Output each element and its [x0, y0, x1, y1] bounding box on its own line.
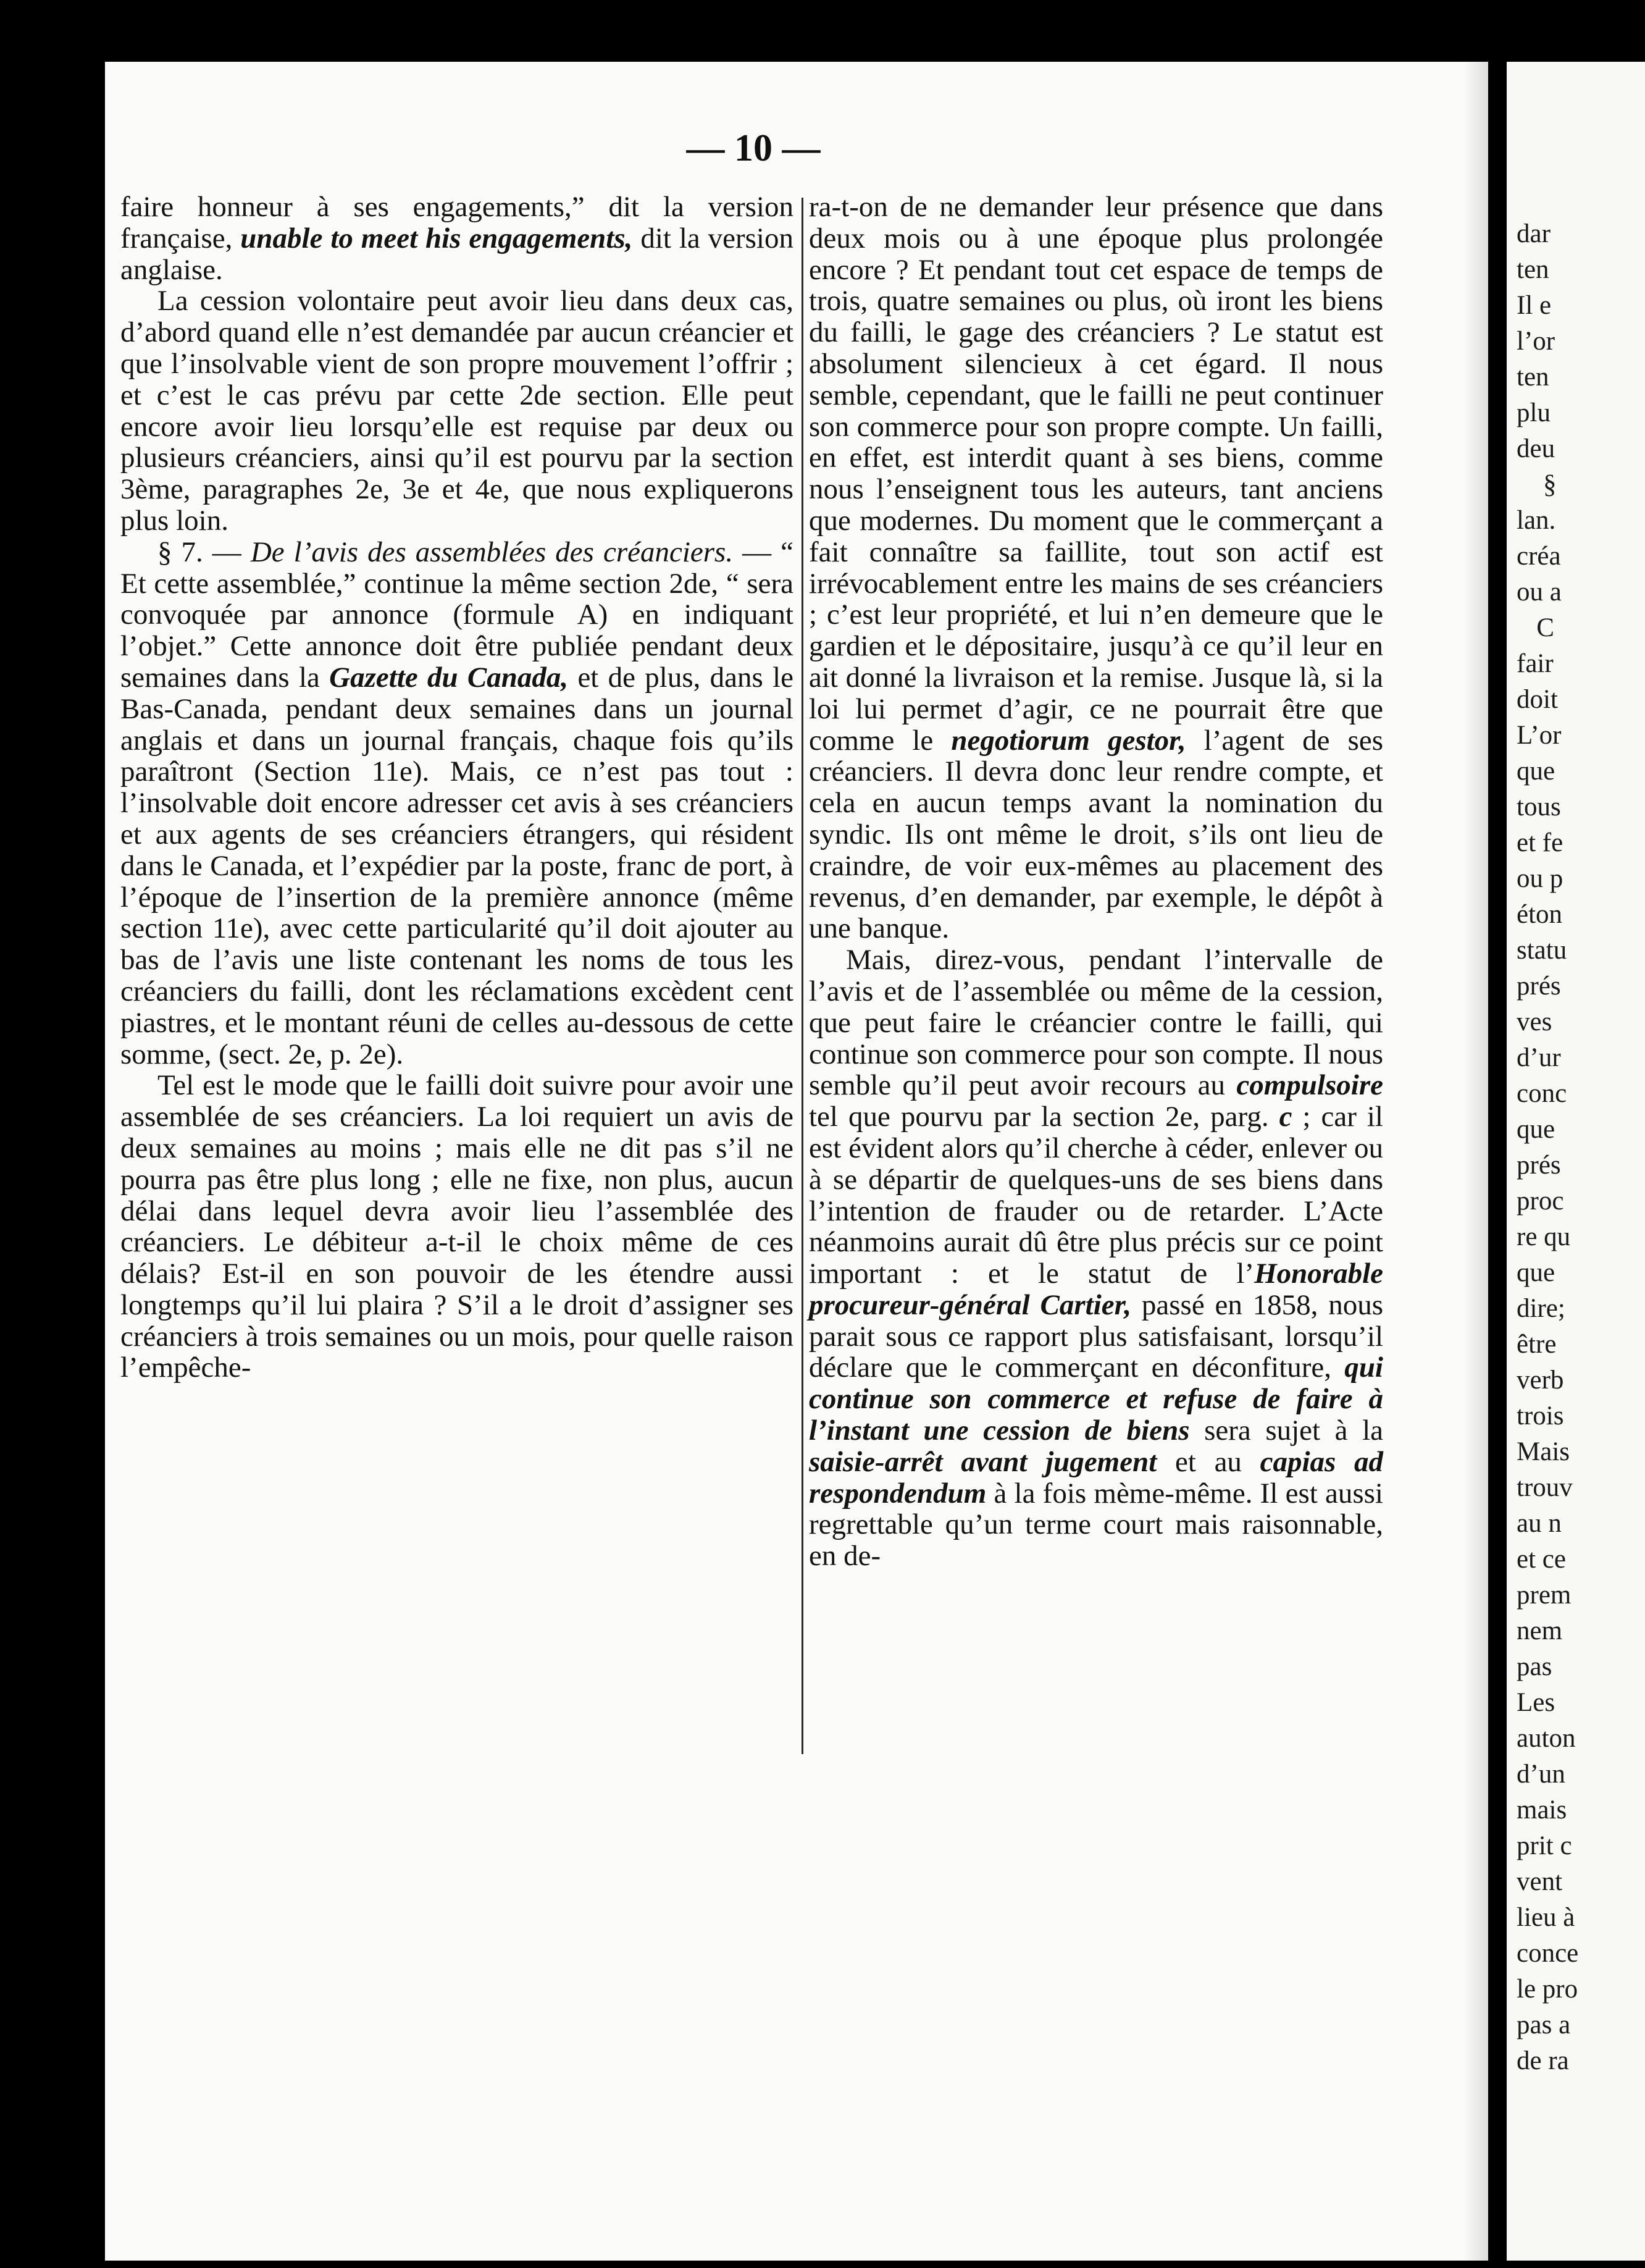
paragraph-c-ref: c [1279, 1101, 1292, 1133]
right-paragraph-2-text-e: sera sujet à la [1189, 1414, 1383, 1447]
right-paragraph-1 [809, 191, 1383, 944]
paragraph-1 [120, 191, 793, 285]
section-number: § 7. — [157, 536, 251, 568]
right-paragraph-2-text-b: tel que pourvu par la section 2e, parg. [809, 1101, 1279, 1133]
gazette-title: Gazette du Canada, [329, 661, 569, 694]
column-divider [802, 198, 803, 1754]
page-number: — 10 — [686, 127, 821, 169]
paragraph-1-text: faire honneur à ses engagements,” dit la version française, [120, 191, 793, 254]
right-paragraph-2-text-g: à la fois mème-même. Il est aussi regrettable qu’un terme court mais raisonnable, en de- [809, 1477, 1383, 1573]
page-fold-shadow [1463, 62, 1488, 2261]
negotiorum-gestor: negotiorum gestor, [951, 724, 1186, 757]
saisie-arret-term: saisie-arrêt avant jugement [809, 1445, 1157, 1478]
right-column [809, 191, 1383, 1572]
right-paragraph-1-text-a: ra-t-on de ne demander leur présence que dans deux mois ou à une époque plus prolongée encore ? Et pendant tout cet espace de temps de trois, quatre semaines ou plus, où iront les biens du failli, le gage des créanciers ? Le statut est absolument silencieux à cet égard. Il nous semble, cependant, que le failli ne peut continuer son commerce pour son propre compte. Un failli, en effet, est interdit quant à ses biens, comme nous l’enseignent tous les auteurs, tant anciens que modernes. Du moment que le commerçant a fait connaître sa faillite, tout son actif est irrévocablement entre les mains de ses créanciers ; c’est leur propriété, et lui n’en demeure que le gardien et le dépositaire, jusqu’à ce qu’il leur en ait donné la livraison et la remise. Jusque là, si la loi lui permet d’agir, ce ne pourrait être que comme le [809, 191, 1383, 757]
paragraph-2: La cession volontaire peut avoir lieu dans deux cas, d’abord quand elle n’est demandée par aucun créancier et que l’insolvable vient de son propre mouvement l’offrir ; et c’est le cas prévu par cette 2de section. Elle peut encore avoir lieu lorsqu’elle est requise par deux ou plusieurs créanciers, ainsi qu’il est pourvu par la section 3ème, paragraphes 2e, 3e et 4e, que nous expliquerons plus loin. [120, 285, 793, 537]
capias-term: capias ad respondendum [809, 1445, 1383, 1510]
left-column [120, 191, 793, 1384]
adjacent-page [1507, 62, 1645, 2261]
section-title: De l’avis des assemblées des créanciers. [250, 536, 734, 568]
section-7-text-a: — “ Et cette assemblée,” continue la même section 2de, “ sera convoquée par annonce (formule A) en indiquant l’objet.” Cette annonce doit être publiée pendant deux semaines dans la [120, 536, 793, 694]
section-7-paragraph [120, 537, 793, 1070]
cartier-statute-ref: Honorable procureur-général Cartier, [809, 1258, 1383, 1321]
compulsoire-term: compulsoire [1236, 1069, 1383, 1102]
paragraph-4: Tel est le mode que le failli doit suivre pour avoir une assemblée de ses créanciers. La loi requiert un avis de deux semaines au moins ; mais elle ne dit pas s’il ne pourra pas être plus long ; elle ne fixe, non plus, aucun délai dans lequel devra avoir lieu l’assemblée des créanciers. Le débiteur a-t-il le choix même de ces délais? Est-il en son pouvoir de les étendre aussi longtemps qu’il lui plaira ? S’il a le droit d’assigner ses créanciers à trois semaines ou un mois, pour quelle raison l’empêche- [120, 1069, 793, 1384]
right-paragraph-2-text-d: passé en 1858, nous parait sous ce rapport plus satisfaisant, lorsqu’il déclare que le commerçant en déconfiture, [809, 1288, 1383, 1384]
right-paragraph-2-text-a: Mais, direz-vous, pendant l’intervalle de l’avis et de l’assemblée ou même de la cession, que peut faire le créancier contre le failli, qui continue son commerce pour son compte. Il nous semble qu’il peut avoir recours au [809, 944, 1383, 1102]
section-7-text-b: et de plus, dans le Bas-Canada, pendant deux semaines dans un journal anglais et dans un journal français, chaque fois qu’ils paraîtront (Section 11e). Mais, ce n’est pas tout : l’insolvable doit encore adresser cet avis à ses créanciers et aux agents de ses créanciers étrangers, qui résident dans le Canada, et l’expédier par la poste, franc de port, à l’époque de l’insertion de la première annonce (même section 11e), avec cette particularité qu’il doit ajouter au bas de l’avis une liste contenant les noms de tous les créanciers du failli, dont les réclamations excèdent cent piastres, et le montant réuni de celles au-dessous de cette somme, (sect. 2e, p. 2e). [120, 661, 793, 1070]
paragraph-1-end: dit la version anglaise. [120, 222, 793, 286]
statute-quote: qui continue son commerce et refuse de faire à l’instant une cession de biens [809, 1351, 1383, 1447]
right-paragraph-2-text-f: et au [1157, 1445, 1260, 1478]
adjacent-page-text: dar ten Il e l’or ten plu deu § lan. créa ou a C fair doit L’or que tous et fe ou p éton statu prés ves d’ur conc que prés proc re qu que dire; être verb trois Mais trouv au n et ce prem nem pas Les auton d’un mais prit c vent lieu à conce le pro pas a de ra [1517, 219, 1579, 2075]
right-paragraph-1-text-b: l’agent de ses créanciers. Il devra donc leur rendre compte, et cela en aucun temps avant la nomination du syndic. Ils ont même le droit, s’ils ont lieu de craindre, de voir eux-mêmes au placement des revenus, d’en demander, par exemple, le dépôt à une banque. [809, 724, 1384, 945]
right-paragraph-2 [809, 944, 1383, 1572]
english-version-quote: unable to meet his engagements, [240, 222, 633, 254]
right-paragraph-2-text-c: ; car il est évident alors qu’il cherche à céder, enlever ou à se départir de quelques-uns de ses biens dans l’intention de frauder ou de retarder. L’Acte néanmoins aurait dû être plus précis sur ce point important : et le statut de l’ [809, 1101, 1383, 1290]
